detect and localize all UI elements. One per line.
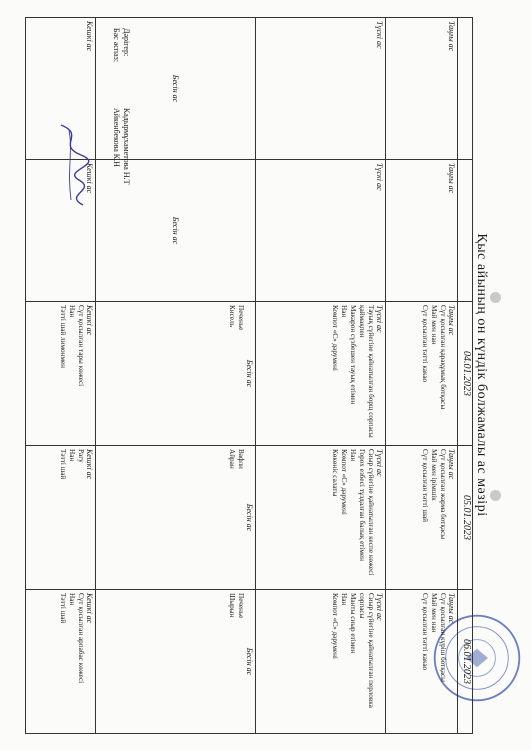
meal-header: Кешкі ас — [85, 305, 94, 336]
meal-header: Түскі ас — [375, 449, 384, 477]
row-label: Таңғы ас — [386, 160, 458, 302]
menu-item: Тауық сүйегіне қайнатылған борщ сорпасы қаймақпен — [358, 305, 375, 438]
handwritten-signature — [51, 120, 91, 210]
menu-item: Сүт қосылған жарма ботқасы — [439, 449, 447, 540]
header-row — [458, 18, 473, 734]
person-name: Айкенбекова К.Н — [112, 108, 121, 167]
date-header — [458, 18, 473, 160]
person-name: Кадырмұхаметова Н.Т — [122, 108, 131, 185]
menu-cell — [96, 590, 256, 734]
row-label: Таңғы ас — [386, 18, 458, 160]
menu-cell — [386, 590, 458, 734]
date-header: 06.01.2023 — [458, 590, 473, 734]
meal-header: Таңғы ас — [447, 593, 456, 624]
menu-item: Кисель — [228, 305, 236, 327]
menu-item: Компот «С» дәрумені — [331, 305, 339, 371]
meal-header: Бесін ас — [245, 359, 254, 388]
meal-header: Түскі ас — [375, 305, 384, 333]
menu-item: Май мен нан — [430, 593, 438, 633]
menu-item: Нан — [340, 593, 348, 606]
menu-item: Тәтті шай — [59, 449, 67, 480]
menu-item: Сүт қосылған тары көжесі — [77, 305, 85, 387]
menu-cell — [96, 446, 256, 590]
row-label: Түскі ас — [256, 18, 386, 160]
menu-cell — [386, 302, 458, 446]
row-label: Бесін ас — [96, 18, 256, 160]
menu-item: Тәтті шай лимонмен — [59, 305, 67, 369]
menu-cell — [96, 302, 256, 446]
menu-item: Май мен ірімшік — [430, 449, 438, 501]
menu-item: Сүт қосылған күріш ботқасы — [439, 593, 447, 682]
menu-item: Айран — [228, 449, 236, 469]
menu-item: Нан — [340, 305, 348, 318]
menu-item: Гороx езбесі тұздалған балық етімен — [358, 449, 366, 561]
menu-item: Вафли — [237, 449, 245, 469]
menu-cell — [386, 446, 458, 590]
menu-item: Компот «С» дәрумені — [340, 449, 348, 515]
date-header: 04.01.2023 — [458, 302, 473, 446]
menu-item: Сүт қосылған тәтті шай — [421, 449, 429, 522]
meal-header: Таңғы ас — [447, 449, 456, 480]
date-header — [458, 160, 473, 302]
row-label: Кешкі ас — [26, 160, 96, 302]
menu-item: Нан — [68, 305, 76, 318]
menu-cell — [26, 590, 96, 734]
role-label: Бас аспаз: — [112, 28, 121, 63]
menu-cell — [256, 590, 386, 734]
menu-item: Печенье — [237, 593, 245, 619]
menu-cell — [26, 446, 96, 590]
meal-header: Бесін ас — [245, 647, 254, 676]
menu-cell — [256, 302, 386, 446]
menu-item: Сүт қосылған арпабас көжесі — [77, 593, 85, 684]
breakfast-row — [386, 18, 458, 734]
menu-item: Сүт қосылған тәтті какао — [421, 593, 429, 671]
menu-item: Тәтті шай — [59, 593, 67, 624]
menu-item: Көкөніс салаты — [331, 449, 339, 497]
signature-line — [111, 28, 121, 288]
role-label: Дәрігер: — [122, 28, 131, 57]
meal-header: Кешкі ас — [85, 593, 94, 624]
menu-item: Сүт қосылған қарақұмық ботқасы — [439, 305, 447, 410]
row-label: Кешкі ас — [26, 18, 96, 160]
menu-cell — [256, 446, 386, 590]
meal-header: Кешкі ас — [85, 449, 94, 480]
menu-table — [25, 17, 473, 734]
lunch-row — [256, 18, 386, 734]
menu-item: Макарон сүзбешен тауық етімен — [349, 305, 357, 405]
row-label: Түскі ас — [256, 160, 386, 302]
menu-item: Сиыр сүйегіне қайнатылған кеспе көжесі — [367, 449, 375, 576]
menu-item: Рагу — [77, 449, 85, 463]
menu-item: Нан — [68, 593, 76, 606]
meal-header: Бесін ас — [245, 503, 254, 532]
menu-item: Май мен нан — [430, 305, 438, 345]
menu-item: Компот «С» дәрумені — [331, 593, 339, 659]
row-label: Бесін ас — [96, 160, 256, 302]
meal-header: Түскі ас — [375, 593, 384, 621]
date-header: 05.01.2023 — [458, 446, 473, 590]
meal-header: Таңғы ас — [447, 305, 456, 336]
signature-line — [121, 28, 131, 288]
menu-cell — [26, 302, 96, 446]
menu-item: Нан — [349, 449, 357, 462]
signature-block — [111, 28, 131, 288]
menu-item: Нан — [68, 449, 76, 462]
menu-item: Шырын — [228, 593, 236, 618]
menu-item: Манты сиыр етімен — [349, 593, 357, 654]
menu-item: Печенье — [237, 305, 245, 331]
menu-item: Сиыр сүйегіне қайнатылған перловка сорпасы — [358, 593, 375, 708]
page-title: Қыс айының он күндік болжамалы ас мәзірі — [474, 233, 489, 517]
menu-item: Сүт қосылған тәтті какао — [421, 305, 429, 383]
